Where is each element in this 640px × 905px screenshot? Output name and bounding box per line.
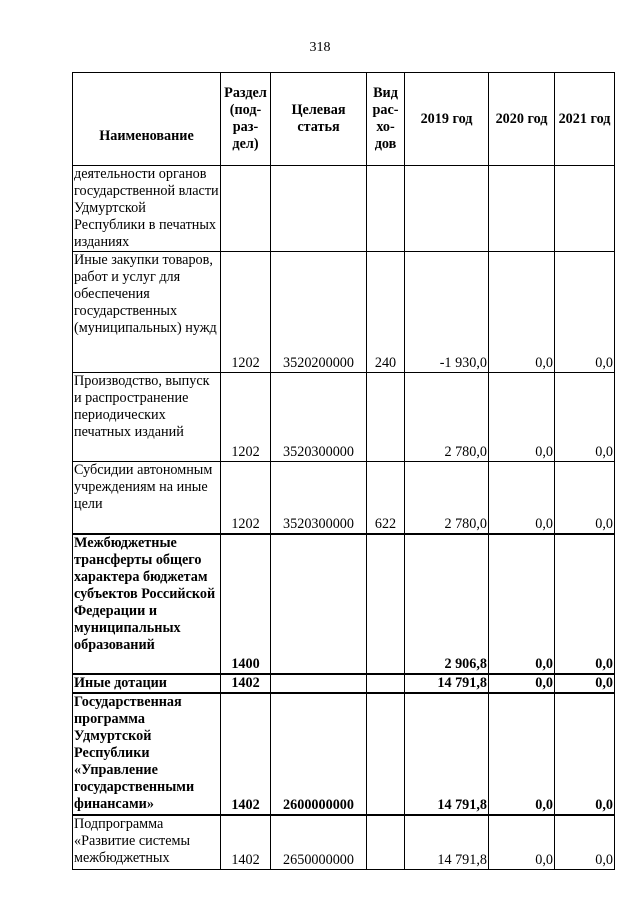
row-section: 1402 — [221, 693, 271, 815]
row-section: 1402 — [221, 674, 271, 693]
row-2021: 0,0 — [555, 373, 615, 462]
row-expense-type — [367, 693, 405, 815]
row-2021: 0,0 — [555, 252, 615, 373]
row-section: 1202 — [221, 252, 271, 373]
row-2020: 0,0 — [489, 693, 555, 815]
row-target: 3520200000 — [271, 252, 367, 373]
row-name: деятельности органов государственной власти Удмуртской Республики в печатных изданиях — [74, 166, 219, 250]
row-target — [271, 674, 367, 693]
row-section — [221, 166, 271, 252]
row-section: 1400 — [221, 534, 271, 674]
header-2019: 2019 год — [405, 73, 489, 166]
row-expense-type — [367, 166, 405, 252]
row-name: Иные дотации — [73, 674, 221, 693]
table-row — [73, 373, 615, 462]
row-2021 — [555, 166, 615, 252]
table-row — [73, 815, 615, 870]
row-name: Межбюджетные трансферты общего характера бюджетам субъектов Российской Федерации и муниципальных образований — [73, 534, 221, 674]
table-row — [73, 252, 615, 373]
row-2021: 0,0 — [555, 693, 615, 815]
row-section: 1402 — [221, 815, 271, 870]
row-name: Государственная программа Удмуртской Республики «Управление государственными финансами» — [73, 693, 221, 815]
table-row — [73, 462, 615, 534]
row-2020: 0,0 — [489, 815, 555, 870]
row-name: Подпрограмма «Развитие системы межбюджетных — [73, 815, 221, 870]
row-expense-type — [367, 373, 405, 462]
table-row — [73, 674, 615, 693]
row-2019: 2 780,0 — [405, 373, 489, 462]
row-2020: 0,0 — [489, 534, 555, 674]
row-expense-type — [367, 815, 405, 870]
header-target: Целевая статья — [271, 73, 367, 166]
row-name: Субсидии автономным учреждениям на иные цели — [73, 462, 221, 534]
row-2019 — [405, 166, 489, 252]
row-section: 1202 — [221, 462, 271, 534]
row-2020: 0,0 — [489, 674, 555, 693]
row-target — [271, 534, 367, 674]
table-row — [73, 693, 615, 815]
header-name: Наименование — [73, 73, 221, 166]
header-section: Раздел (под-раз-дел) — [221, 73, 271, 166]
row-2019: -1 930,0 — [405, 252, 489, 373]
row-name: Иные закупки товаров, работ и услуг для обеспечения государственных (муниципальных) нужд — [73, 252, 221, 373]
row-target: 2600000000 — [271, 693, 367, 815]
table-row — [73, 534, 615, 674]
row-2020: 0,0 — [489, 462, 555, 534]
row-expense-type — [367, 674, 405, 693]
row-expense-type: 240 — [367, 252, 405, 373]
header-expense-type: Вид рас-хо-дов — [367, 73, 405, 166]
row-section: 1202 — [221, 373, 271, 462]
row-2021: 0,0 — [555, 534, 615, 674]
row-2019: 2 780,0 — [405, 462, 489, 534]
row-2020: 0,0 — [489, 373, 555, 462]
row-2021: 0,0 — [555, 815, 615, 870]
row-2019: 2 906,8 — [405, 534, 489, 674]
row-2021: 0,0 — [555, 462, 615, 534]
row-2020 — [489, 166, 555, 252]
header-2020: 2020 год — [489, 73, 555, 166]
row-2019: 14 791,8 — [405, 693, 489, 815]
row-target: 2650000000 — [271, 815, 367, 870]
row-target: 3520300000 — [271, 462, 367, 534]
row-expense-type — [367, 534, 405, 674]
header-2021: 2021 год — [555, 73, 615, 166]
row-2019: 14 791,8 — [405, 815, 489, 870]
budget-table — [72, 72, 615, 870]
row-expense-type: 622 — [367, 462, 405, 534]
row-2020: 0,0 — [489, 252, 555, 373]
row-target — [271, 166, 367, 252]
row-2019: 14 791,8 — [405, 674, 489, 693]
page-number: 318 — [309, 40, 331, 55]
row-2021: 0,0 — [555, 674, 615, 693]
row-name: Производство, выпуск и распространение периодических печатных изданий — [73, 373, 221, 462]
table-row — [73, 166, 615, 252]
row-target: 3520300000 — [271, 373, 367, 462]
header-row — [73, 73, 615, 166]
